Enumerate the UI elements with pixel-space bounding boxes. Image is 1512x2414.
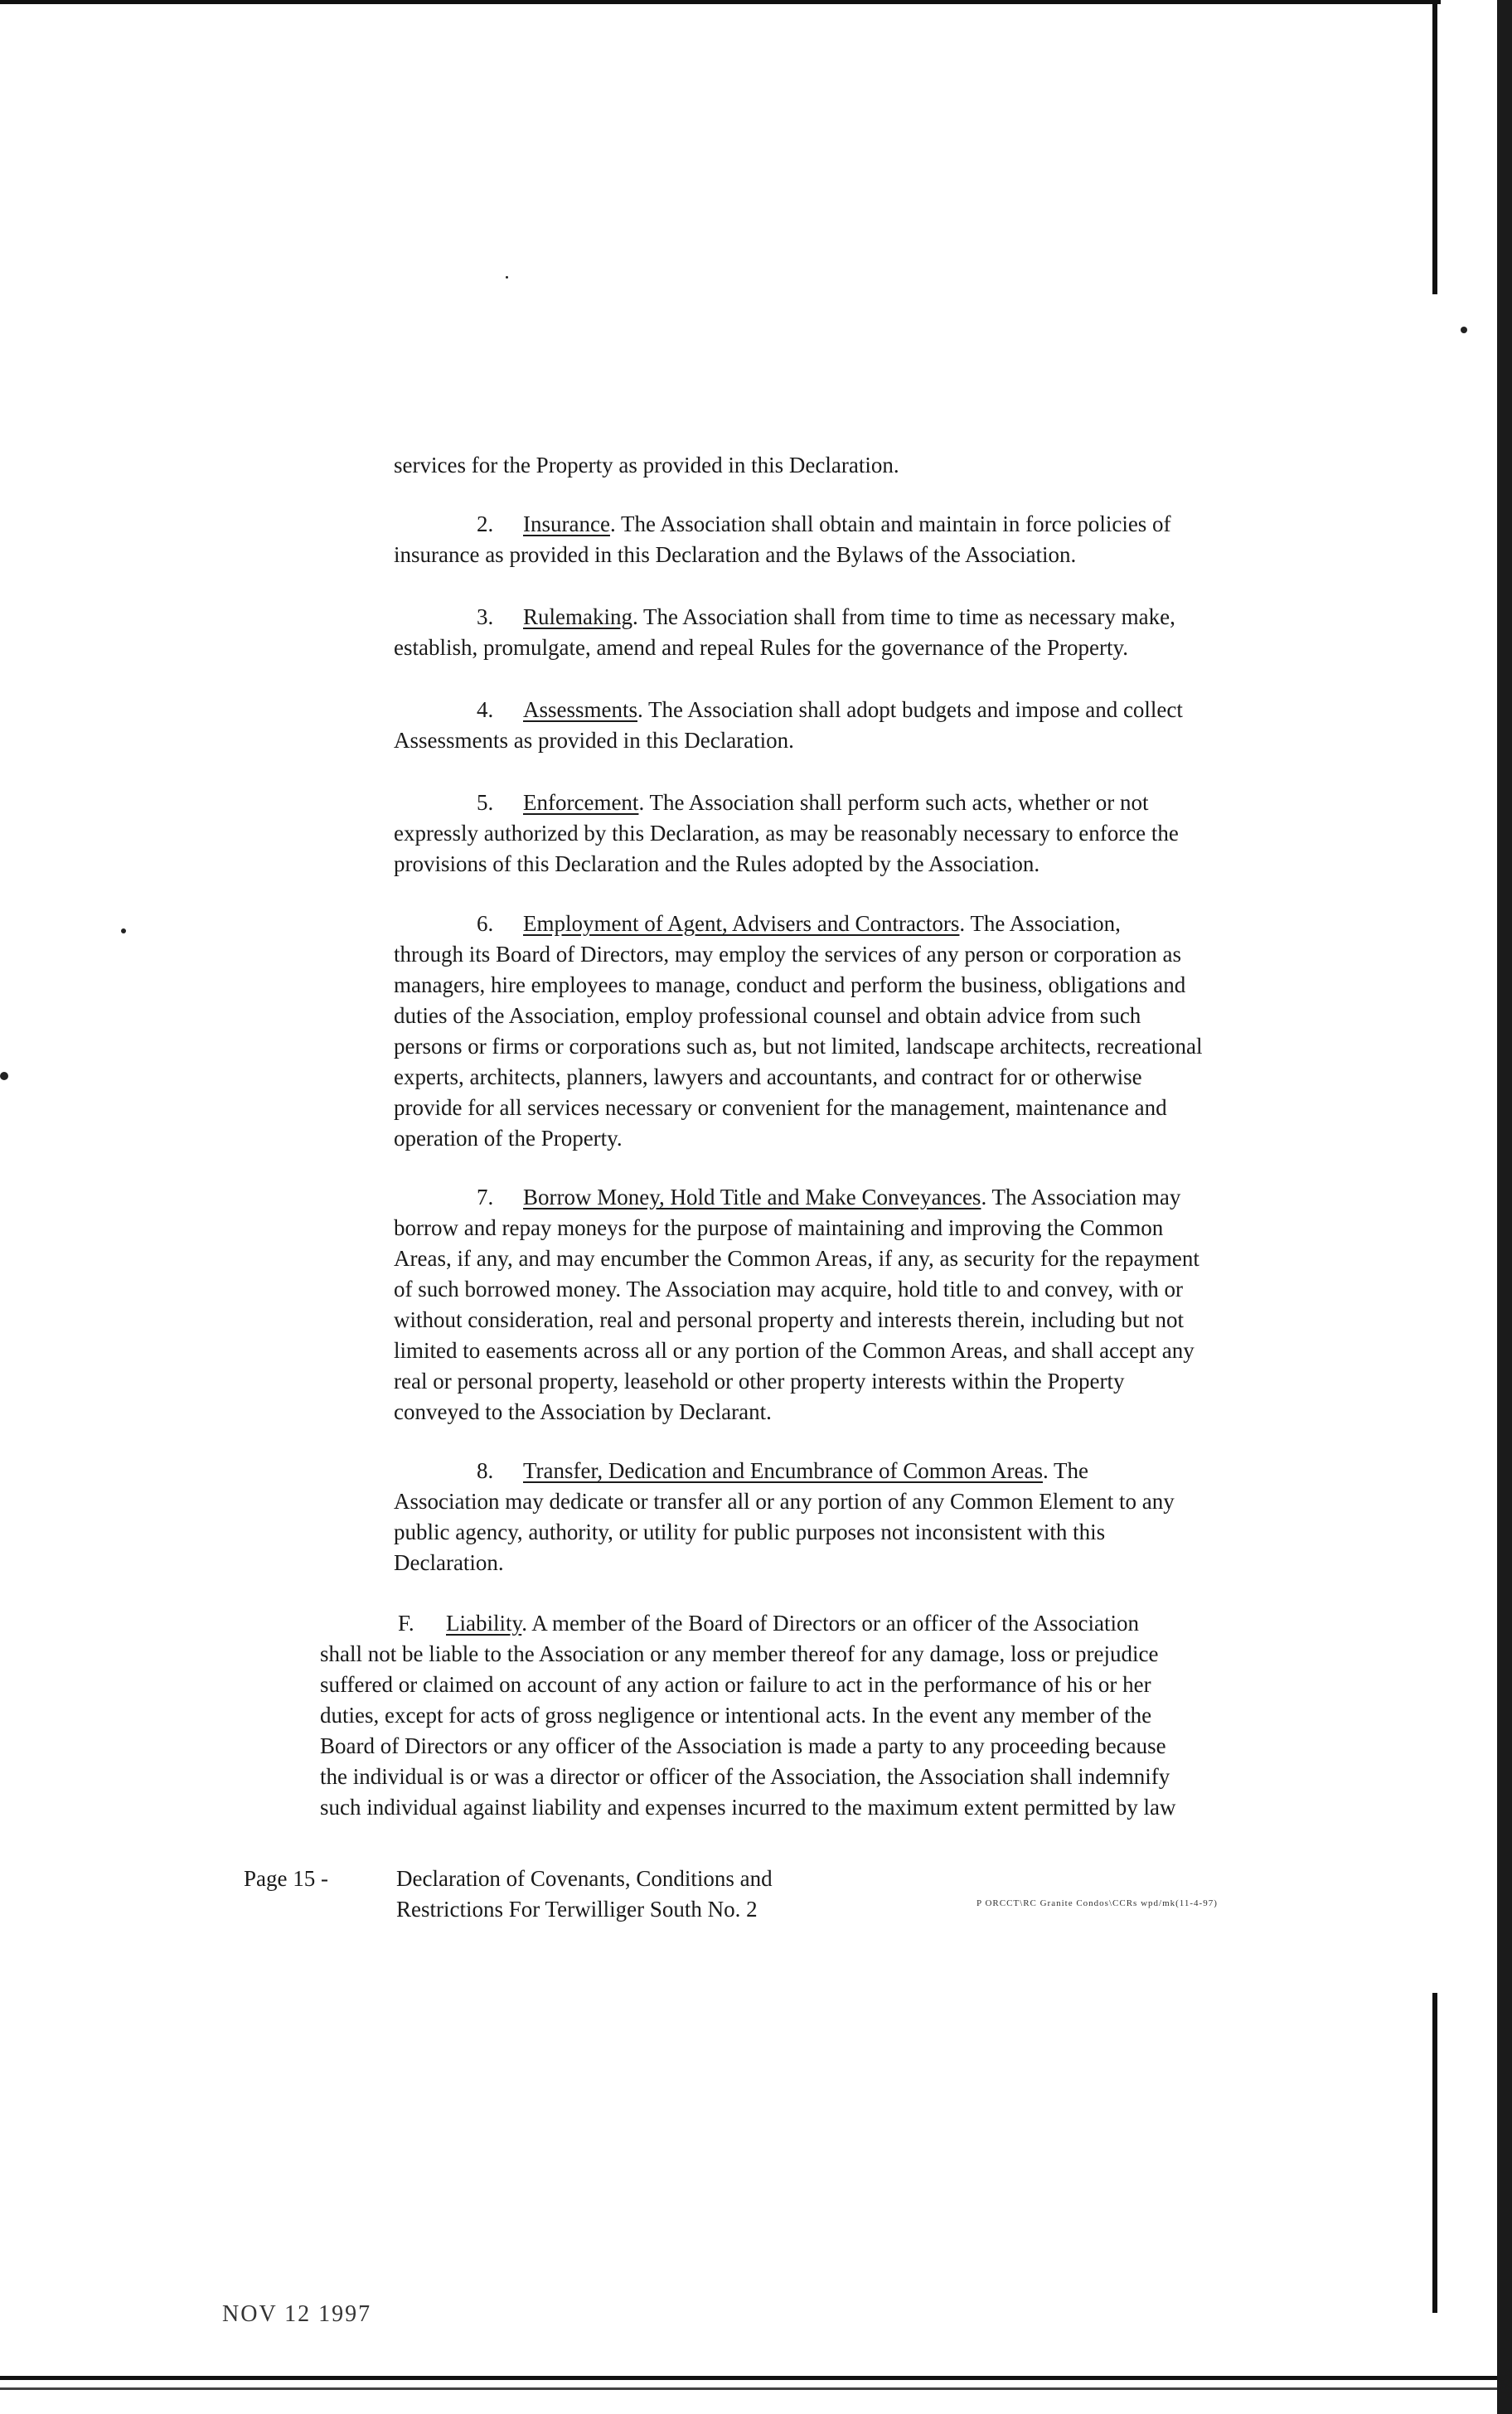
item-line: managers, hire employees to manage, conduct and perform the business, obligations and (394, 972, 1186, 997)
footer-title-line: Declaration of Covenants, Conditions and (396, 1866, 773, 1891)
item-line: The Association shall obtain and maintain in force policies of (620, 511, 1171, 536)
item-first-line: 6. Employment of Agent, Advisers and Contractors. The Association, (394, 909, 1202, 939)
scan-border-bottom-2 (0, 2387, 1512, 2390)
scan-speck (0, 1072, 8, 1080)
item-line: of such borrowed money. The Association may acquire, hold title to and convey, with or (394, 1277, 1184, 1302)
item-line: establish, promulgate, amend and repeal Rules for the governance of the Property. (394, 635, 1128, 660)
item-line: The Association shall adopt budgets and impose and collect (648, 697, 1183, 722)
item-line: without consideration, real and personal property and interests therein, including but not (394, 1307, 1185, 1332)
item-number: 5. (477, 790, 494, 815)
item-number: 4. (477, 697, 494, 722)
item-line: conveyed to the Association by Declarant. (394, 1399, 772, 1424)
item-number: 3. (477, 604, 494, 629)
scan-edge-right (1497, 0, 1512, 2414)
section-line: A member of the Board of Directors or an officer of the Association (531, 1611, 1140, 1636)
item-number: 8. (477, 1458, 494, 1483)
item-line: The (1054, 1458, 1088, 1483)
footer-document-title (396, 1864, 773, 1925)
item-assessments (394, 695, 1183, 756)
section-liability (320, 1608, 1176, 1823)
item-line: duties of the Association, employ professional counsel and obtain advice from such (394, 1003, 1141, 1028)
section-heading: Liability (446, 1611, 522, 1636)
item-first-line: 3. Rulemaking. The Association shall from time to time as necessary make, (394, 602, 1175, 633)
item-line: borrow and repay moneys for the purpose of maintaining and improving the Common (394, 1215, 1164, 1240)
item-line: Assessments as provided in this Declaration. (394, 728, 794, 753)
item-first-line: 2. Insurance. The Association shall obtain and maintain in force policies of (394, 509, 1171, 540)
item-heading: Enforcement (523, 790, 639, 815)
item-first-line: 4. Assessments. The Association shall adopt budgets and impose and collect (394, 695, 1183, 725)
item-first-line: 8. Transfer, Dedication and Encumbrance of Common Areas. The (394, 1456, 1175, 1486)
section-line: shall not be liable to the Association or any member thereof for any damage, loss or prejudice (320, 1641, 1159, 1666)
item-line: The Association shall perform such acts, whether or not (649, 790, 1149, 815)
scan-border-top (0, 0, 1441, 4)
item-number: 7. (477, 1185, 494, 1209)
item-number: 6. (477, 911, 494, 936)
item-enforcement (394, 788, 1179, 880)
section-line: Board of Directors or any officer of the Association is made a party to any proceeding because (320, 1733, 1166, 1758)
item-number: 2. (477, 511, 494, 536)
item-employment (394, 909, 1202, 1154)
item-line: real or personal property, leasehold or other property interests within the Property (394, 1369, 1125, 1394)
date-stamp: NOV 12 1997 (222, 2301, 372, 2327)
item-line: The Association shall from time to time as necessary make, (643, 604, 1175, 629)
footer-title-line: Restrictions For Terwilliger South No. 2 (396, 1897, 758, 1922)
item-line: provisions of this Declaration and the Rules adopted by the Association. (394, 851, 1040, 876)
item-heading: Transfer, Dedication and Encumbrance of Common Areas (523, 1458, 1043, 1483)
item-heading: Rulemaking (523, 604, 632, 629)
item-rulemaking (394, 602, 1175, 663)
item-line: expressly authorized by this Declaration, as may be reasonably necessary to enforce the (394, 821, 1179, 846)
section-line: duties, except for acts of gross negligence or intentional acts. In the event any member of the (320, 1703, 1152, 1728)
item-line: The Association may (991, 1185, 1181, 1209)
section-line: suffered or claimed on account of any action or failure to act in the performance of his or her (320, 1672, 1151, 1697)
intro-line: services for the Property as provided in this Declaration. (394, 453, 899, 477)
section-letter: F. (398, 1611, 414, 1636)
item-line: limited to easements across all or any portion of the Common Areas, and shall accept any (394, 1338, 1195, 1363)
footer-file-code: P ORCCT\RC Granite Condos\CCRs wpd/mk(11-4-97) (976, 1898, 1218, 1908)
item-first-line: 5. Enforcement. The Association shall perform such acts, whether or not (394, 788, 1179, 818)
item-line: persons or firms or corporations such as, but not limited, landscape architects, recreational (394, 1034, 1203, 1059)
item-first-line: 7. Borrow Money, Hold Title and Make Conveyances. The Association may (394, 1182, 1199, 1213)
item-line: operation of the Property. (394, 1126, 623, 1151)
section-line: the individual is or was a director or officer of the Association, the Association shall indemnify (320, 1764, 1170, 1789)
item-heading: Assessments (523, 697, 638, 722)
item-line: Areas, if any, and may encumber the Common Areas, if any, as security for the repayment (394, 1246, 1199, 1271)
scan-speck (121, 928, 126, 933)
section-line: such individual against liability and expenses incurred to the maximum extent permitted by law (320, 1795, 1176, 1820)
item-line: insurance as provided in this Declaration and the Bylaws of the Association. (394, 542, 1077, 567)
scan-border-right-upper (1432, 0, 1437, 294)
item-borrow-money (394, 1182, 1199, 1428)
item-line: public agency, authority, or utility for public purposes not inconsistent with this (394, 1520, 1106, 1544)
footer-page-label: Page 15 - (244, 1866, 328, 1891)
item-line: Declaration. (394, 1550, 504, 1575)
scan-speck (1461, 327, 1467, 333)
section-first-line: F. Liability. A member of the Board of Directors or an officer of the Association (320, 1608, 1176, 1639)
item-insurance (394, 509, 1171, 570)
item-heading: Insurance (523, 511, 610, 536)
item-line: Association may dedicate or transfer all or any portion of any Common Element to any (394, 1489, 1175, 1514)
scan-border-bottom (0, 2376, 1512, 2380)
item-line: experts, architects, planners, lawyers and accountants, and contract for or otherwise (394, 1064, 1142, 1089)
item-heading: Borrow Money, Hold Title and Make Conveyances (523, 1185, 981, 1209)
intro-paragraph (394, 450, 899, 481)
item-heading: Employment of Agent, Advisers and Contractors (523, 911, 960, 936)
item-line: The Association, (970, 911, 1121, 936)
item-line: through its Board of Directors, may employ the services of any person or corporation as (394, 942, 1181, 967)
scan-speck (506, 276, 508, 279)
item-line: provide for all services necessary or convenient for the management, maintenance and (394, 1095, 1167, 1120)
scan-border-right-lower (1432, 1993, 1437, 2313)
item-transfer (394, 1456, 1175, 1578)
